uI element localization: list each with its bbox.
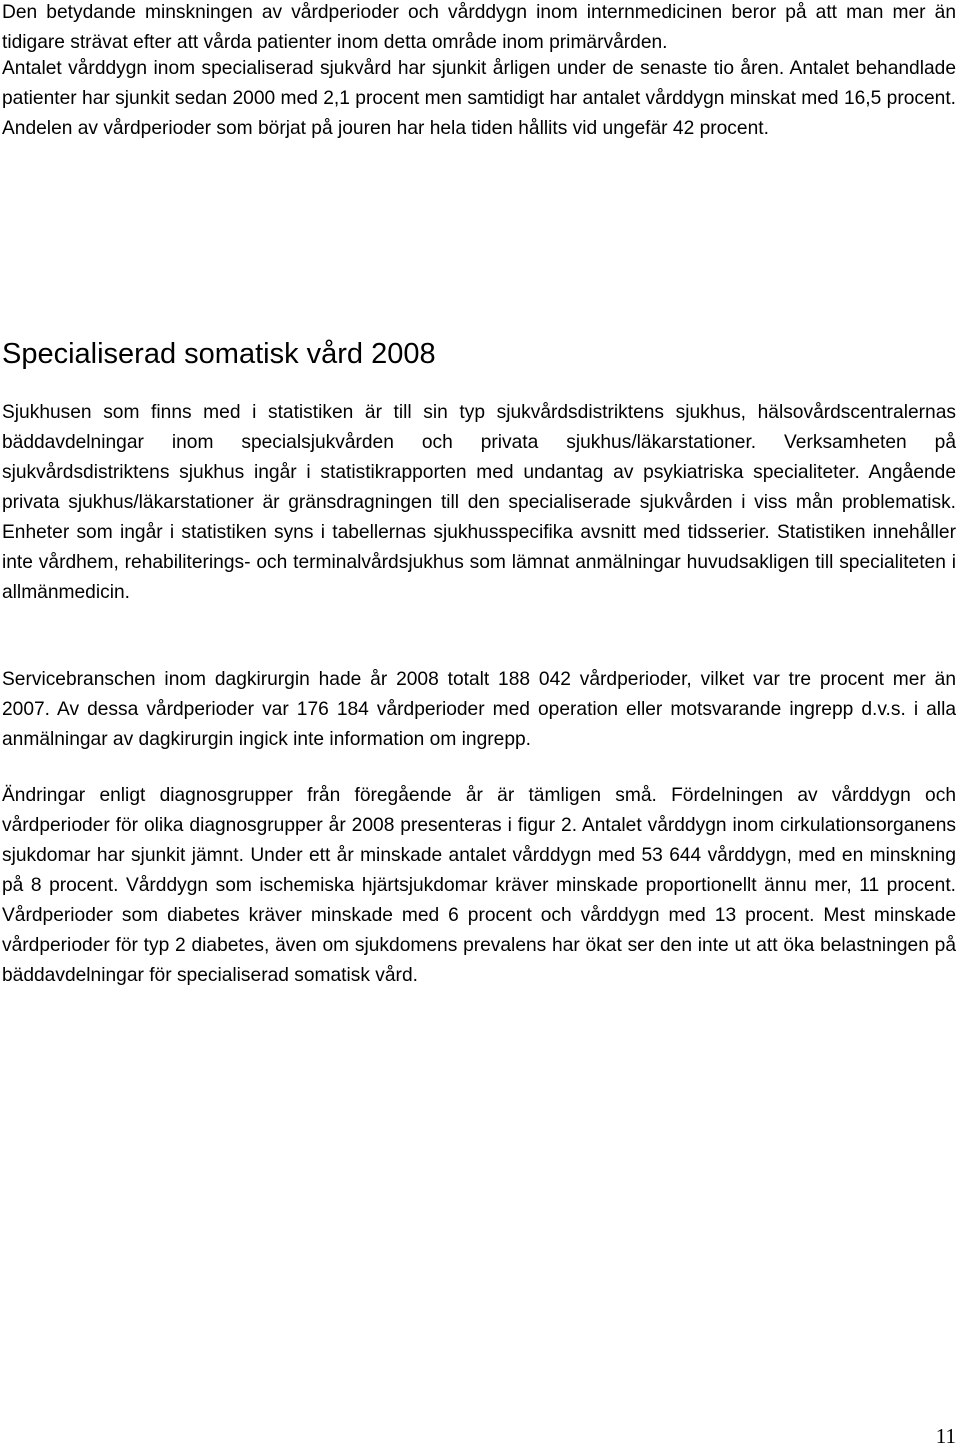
intro-paragraph-2: Antalet vårddygn inom specialiserad sjukvård har sjunkit årligen under de senaste tio åren. Antalet behandlade patienter har sjunkit sedan 2000 med 2,1 procent men samtidigt har antalet vårddygn minskat med 16,5 procent. Andelen av vårdperioder som börjat på jouren har hela tiden hållits vid ungefär 42 procent. [2, 58, 956, 139]
section-paragraph-1: Sjukhusen som finns med i statistiken är till sin typ sjukvårdsdistriktens sjukhus, hälsovårdscentralernas bäddavdelningar inom specialsjukvården och privata sjukhus/läkarstationer. Verksamheten på sjukvårdsdistriktens sjukhus ingår i statistikrapporten med undantag av psykiatriska specialiteter. Angående privata sjukhus/läkarstationer är gränsdragningen till den specialiserade sjukvården i viss mån problematisk. Enheter som ingår i statistiken syns i tabellernas sjukhusspecifika avsnitt med tidsserier. Statistiken innehåller inte vårdhem, rehabiliterings- och terminalvårdsjukhus som lämnat anmälningar huvudsakligen till specialiteten i allmänmedicin. [2, 402, 956, 603]
section-paragraph-3: Ändringar enligt diagnosgrupper från föregående år är tämligen små. Fördelningen av vårddygn och vårdperioder för olika diagnosgrupper år 2008 presenteras i figur 2. Antalet vårddygn inom cirkulationsorganens sjukdomar har sjunkit jämnt. Under ett år minskade antalet vårddygn med 53 644 vårddygn, med en minskning på 8 procent. Vårddygn som ischemiska hjärtsjukdomar kräver minskade proportionellt ännu mer, 11 procent. Vårdperioder som diabetes kräver minskade med 6 procent och vårddygn med 13 procent. Mest minskade vårdperioder för typ 2 diabetes, även om sjukdomens prevalens har ökat ser den inte ut att öka belastningen på bäddavdelningar för specialiserad somatisk vård. [2, 785, 956, 986]
section-heading: Specialiserad somatisk vård 2008 [2, 338, 436, 370]
section-paragraph-2: Servicebranschen inom dagkirurgin hade år 2008 totalt 188 042 vårdperioder, vilket var tre procent mer än 2007. Av dessa vårdperioder var 176 184 vårdperioder med operation eller motsvarande ingrepp d.v.s. i alla anmälningar av dagkirurgin ingick inte information om ingrepp. [2, 669, 956, 750]
intro-paragraph-1: Den betydande minskningen av vårdperioder och vårddygn inom internmedicinen beror på att man mer än tidigare strävat efter att vårda patienter inom detta område inom primärvården. [2, 2, 956, 53]
page-number: 11 [935, 1424, 956, 1448]
